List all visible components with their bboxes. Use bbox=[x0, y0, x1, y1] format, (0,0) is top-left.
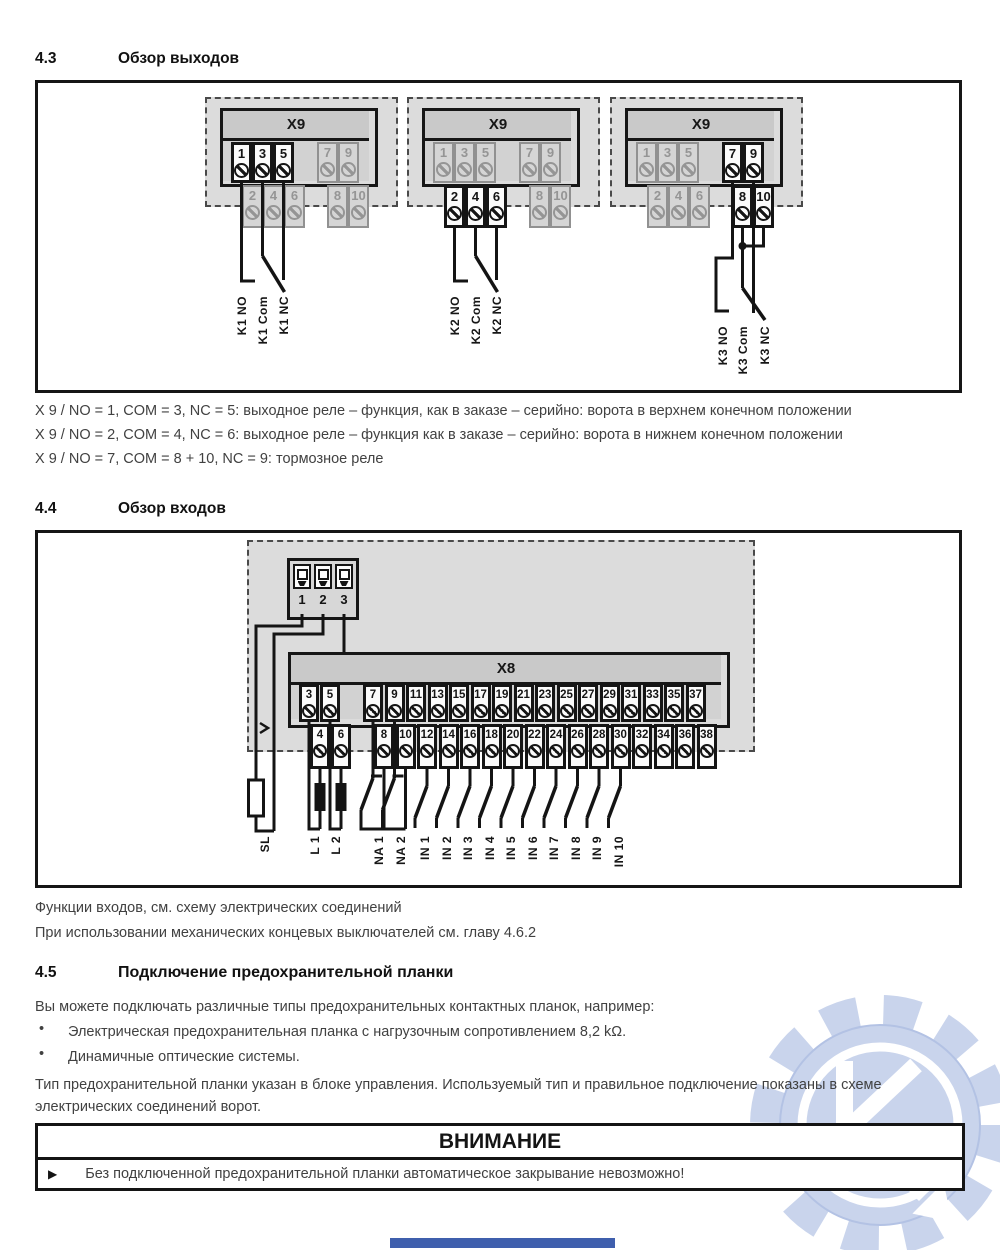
terminal-number: 11 bbox=[409, 689, 423, 701]
terminal-number: 33 bbox=[646, 689, 659, 701]
section-4-5-paragraph: Тип предохранительной планки указан в блоке управления. Используемый тип и правильное подключение показаны в схеме электрических соединений ворот. bbox=[35, 1077, 882, 1115]
terminal-number: 9 bbox=[344, 145, 353, 160]
section-4-5-title: Подключение предохранительной планки bbox=[118, 964, 454, 981]
bullet-item-2: Динамичные оптические системы. bbox=[68, 1049, 300, 1065]
x8-connector-label: X8 bbox=[291, 655, 721, 685]
wire-label: IN 2 bbox=[439, 836, 454, 861]
terminal-number: 9 bbox=[749, 146, 758, 161]
section-4-5-intro: Вы можете подключать различные типы предохранительных контактных планок, например: bbox=[35, 999, 655, 1015]
terminal-number: 8 bbox=[535, 188, 544, 203]
wire-label: K1 NC bbox=[276, 296, 291, 335]
terminal-number: 10 bbox=[399, 729, 412, 741]
terminal-number: 10 bbox=[553, 188, 568, 203]
terminal-number: 2 bbox=[248, 188, 257, 203]
bullet-item-1: Электрическая предохранительная планка с нагрузочным сопротивлением 8,2 kΩ. bbox=[68, 1024, 627, 1040]
warning-arrow-icon: ▶ bbox=[48, 1167, 58, 1181]
terminal-number: 35 bbox=[667, 689, 681, 701]
terminal-number: 5 bbox=[326, 689, 334, 701]
terminal-number: 32 bbox=[635, 729, 649, 741]
terminal-number: 20 bbox=[506, 729, 520, 741]
wire-label: K3 NC bbox=[758, 326, 772, 365]
inputs-note-1: Функции входов, см. схему электрических соединений bbox=[35, 900, 402, 916]
plug-terminal-number: 1 bbox=[298, 592, 306, 607]
warning-text: Без подключенной предохранительной планки автоматическое закрывание невозможно! bbox=[85, 1166, 685, 1182]
terminal-number: 38 bbox=[700, 729, 713, 741]
terminal-number: 19 bbox=[495, 689, 509, 701]
plug-terminal-number: 2 bbox=[319, 592, 327, 607]
wire-label: K2 NC bbox=[489, 296, 504, 335]
terminal-number: 8 bbox=[738, 189, 747, 204]
terminal-number: 8 bbox=[380, 729, 388, 741]
terminal-number: 27 bbox=[581, 689, 595, 701]
terminal-number: 26 bbox=[571, 729, 584, 741]
section-4-5-number: 4.5 bbox=[35, 964, 57, 981]
section-4-3-number: 4.3 bbox=[35, 50, 57, 67]
warning-box bbox=[35, 1123, 965, 1191]
terminal-number: 7 bbox=[525, 145, 534, 160]
wire-label: K2 NO bbox=[447, 296, 462, 336]
wire-label: L 2 bbox=[328, 836, 343, 855]
wire-label: L 1 bbox=[307, 836, 322, 855]
wire-label: IN 9 bbox=[590, 836, 604, 861]
terminal-number: 3 bbox=[258, 146, 267, 161]
terminal-number: 4 bbox=[269, 188, 278, 203]
outputs-note-2: X 9 / NO = 2, COM = 4, NC = 6: выходное реле – функция как в заказе – серийно: ворота в нижнем конечном положении bbox=[35, 427, 843, 443]
terminal-number: 7 bbox=[369, 689, 377, 701]
terminal-number: 1 bbox=[237, 146, 246, 161]
terminal-number: 3 bbox=[305, 689, 313, 701]
x9-connector-3-label: X9 bbox=[628, 111, 774, 141]
terminal-number: 9 bbox=[391, 689, 398, 701]
terminal-number: 10 bbox=[756, 189, 771, 204]
terminal-number: 6 bbox=[337, 729, 345, 741]
terminal-number: 5 bbox=[279, 146, 288, 161]
terminal-number: 6 bbox=[695, 188, 704, 203]
wire-label: NA 1 bbox=[372, 836, 386, 865]
bullet-marker: • bbox=[39, 1021, 45, 1037]
section-4-4-title: Обзор входов bbox=[118, 500, 226, 517]
terminal-number: 4 bbox=[316, 729, 324, 741]
terminal-number: 29 bbox=[603, 689, 616, 701]
terminal-number: 13 bbox=[431, 689, 444, 701]
terminal-number: 9 bbox=[546, 145, 555, 160]
outputs-note-1: X 9 / NO = 1, COM = 3, NC = 5: выходное реле – функция, как в заказе – серийно: ворота в верхнем конечном положении bbox=[35, 403, 852, 419]
terminal-number: 12 bbox=[420, 729, 434, 741]
terminal-number: 28 bbox=[592, 729, 606, 741]
terminal-number: 4 bbox=[471, 189, 480, 204]
terminal-number: 24 bbox=[549, 729, 563, 741]
terminal-number: 37 bbox=[689, 689, 702, 701]
outputs-note-3: X 9 / NO = 7, COM = 8 + 10, NC = 9: тормозное реле bbox=[35, 451, 384, 467]
terminal-number: 23 bbox=[538, 689, 552, 701]
wire-label: IN 6 bbox=[525, 836, 540, 861]
terminal-number: 31 bbox=[624, 689, 638, 701]
terminal-number: 36 bbox=[678, 729, 692, 741]
terminal-number: 22 bbox=[528, 729, 541, 741]
terminal-number: 17 bbox=[474, 689, 487, 701]
terminal-number: 5 bbox=[481, 145, 490, 160]
terminal-number: 3 bbox=[460, 145, 469, 160]
wire-label: SL bbox=[258, 836, 272, 853]
wire-label: IN 10 bbox=[611, 836, 626, 868]
wire-label: IN 7 bbox=[547, 836, 561, 861]
warning-title: ВНИМАНИЕ bbox=[38, 1126, 962, 1160]
terminal-number: 21 bbox=[517, 689, 530, 701]
terminal-number: 5 bbox=[684, 145, 693, 160]
terminal-number: 2 bbox=[653, 188, 662, 203]
terminal-number: 34 bbox=[657, 729, 670, 741]
wire-label: IN 5 bbox=[504, 836, 518, 861]
terminal-number: 6 bbox=[492, 189, 501, 204]
terminal-number: 6 bbox=[290, 188, 299, 203]
wire-label: K3 NO bbox=[716, 326, 730, 366]
wire-label: IN 3 bbox=[461, 836, 475, 861]
wire-label: IN 1 bbox=[418, 836, 432, 861]
terminal-number: 8 bbox=[333, 188, 342, 203]
x9-connector-1-label: X9 bbox=[223, 111, 369, 141]
x9-connector-2-label: X9 bbox=[425, 111, 571, 141]
terminal-number: 10 bbox=[351, 188, 366, 203]
wire-label: IN 8 bbox=[568, 836, 583, 861]
section-4-3-title: Обзор выходов bbox=[118, 50, 240, 67]
terminal-number: 16 bbox=[463, 729, 477, 741]
terminal-number: 14 bbox=[442, 729, 455, 741]
terminal-number: 2 bbox=[450, 189, 459, 204]
terminal-number: 30 bbox=[614, 729, 627, 741]
wire-label: K2 Com bbox=[468, 296, 483, 345]
terminal-number: 3 bbox=[663, 145, 672, 160]
warning-row bbox=[38, 1160, 962, 1188]
section-4-4-number: 4.4 bbox=[35, 500, 57, 517]
wire-label: K1 Com bbox=[255, 296, 270, 345]
terminal-number: 7 bbox=[323, 145, 332, 160]
terminal-number: 1 bbox=[642, 145, 651, 160]
terminal-number: 1 bbox=[439, 145, 448, 160]
terminal-number: 4 bbox=[674, 188, 683, 203]
wire-label: K1 NO bbox=[234, 296, 249, 336]
terminal-number: 25 bbox=[560, 689, 573, 701]
terminal-number: 18 bbox=[485, 729, 498, 741]
wire-label: NA 2 bbox=[393, 836, 408, 865]
inputs-note-2: При использовании механических концевых выключателей см. главу 4.6.2 bbox=[35, 925, 537, 941]
footer-blue-bar bbox=[390, 1238, 615, 1248]
wire-label: IN 4 bbox=[482, 836, 497, 861]
terminal-number: 7 bbox=[728, 146, 737, 161]
bullet-marker: • bbox=[39, 1046, 45, 1062]
terminal-number: 15 bbox=[452, 689, 466, 701]
wire-label: K3 Com bbox=[735, 326, 750, 375]
plug-terminal-number: 3 bbox=[340, 592, 348, 607]
